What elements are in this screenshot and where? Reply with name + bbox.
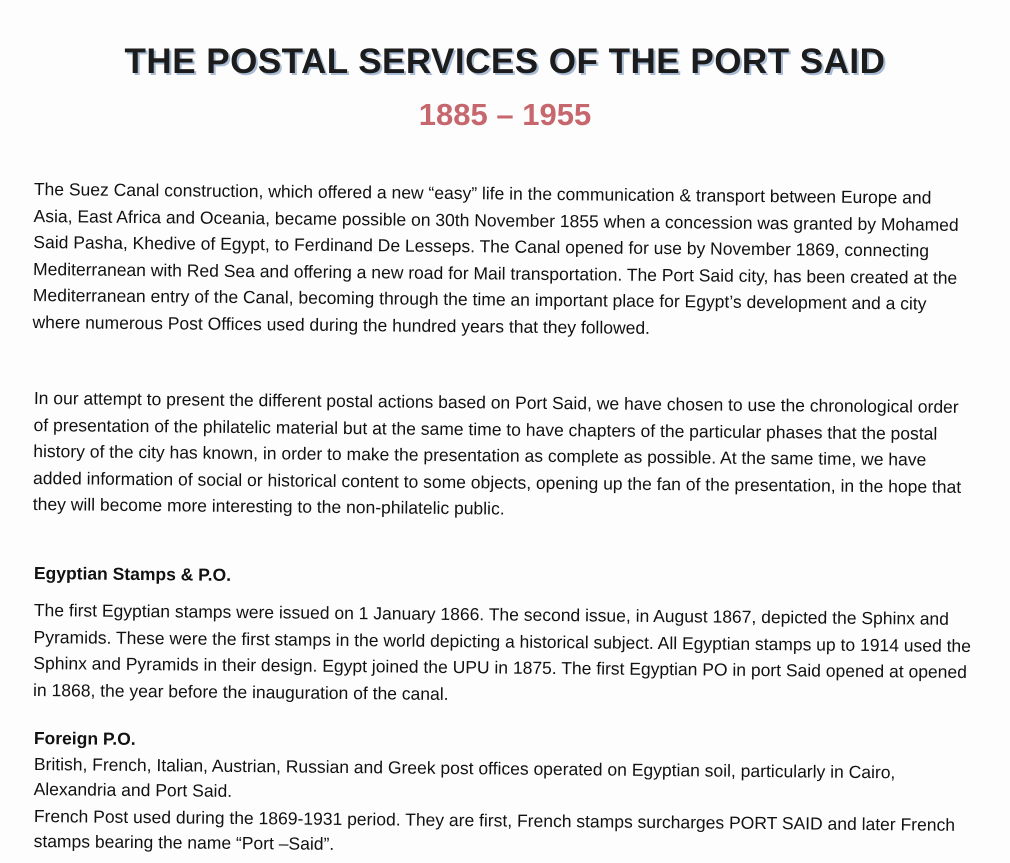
section-heading-egyptian-stamps: Egyptian Stamps & P.O. [33,563,232,585]
intro-paragraph: The Suez Canal construction, which offered a new “easy” life in the communication & transport between Europe and Asia, East Africa and Oceania, became possible on 30th November 1855 when a concession was granted by Mohamed Said Pasha, Khedive of Egypt, to Ferdinand De Lesseps. The Canal opened for use by November 1869, connecting Mediterranean with Red Sea and offering a new road for Mail transportation. The Port Said city, has been created at the Mediterranean entry of the Canal, becoming through the time an important place for Egypt’s development and a city where numerous Post Offices used during the hundred years that they followed. [32,178,959,338]
section-body-egyptian-stamps: The first Egyptian stamps were issued on 1 January 1866. The second issue, in August 1867, depicted the Sphinx and Pyramids. These were the first stamps in the world depicting a historical subject. All Egyptian stamps up to 1914 used the Sphinx and Pyramids in their design. Egypt joined the UPU in 1875. The first Egyptian PO in port Said opened at opened in 1868, the year before the inauguration of the canal. [33,599,972,704]
section-heading-foreign-po: Foreign P.O. [33,728,136,749]
approach-paragraph: In our attempt to present the different postal actions based on Port Said, we have chosen to use the chronological order of presentation of the philatelic material but at the same time to have chapters of the particular phases that the postal history of the city has known, in order to make the presentation as complete as possible. At the same time, we have added information of social or historical content to some objects, opening up the fan of the presentation, in the hope that they will become more interesting to the non-philatelic public. [32,387,962,519]
section-body-foreign-po: British, French, Italian, Austrian, Russian and Greek post offices operated on Egyptian soil, particularly in Cairo, Alexandria and Port Said. [33,753,896,801]
document-years: 1885 – 1955 [418,97,592,132]
section-body-french-post: French Post used during the 1869-1931 period. They are first, French stamps surcharges PORT SAID and later French stamps bearing the name “Port –Said”. [33,805,956,854]
document-title: THE POSTAL SERVICES OF THE PORT SAID [124,42,886,81]
